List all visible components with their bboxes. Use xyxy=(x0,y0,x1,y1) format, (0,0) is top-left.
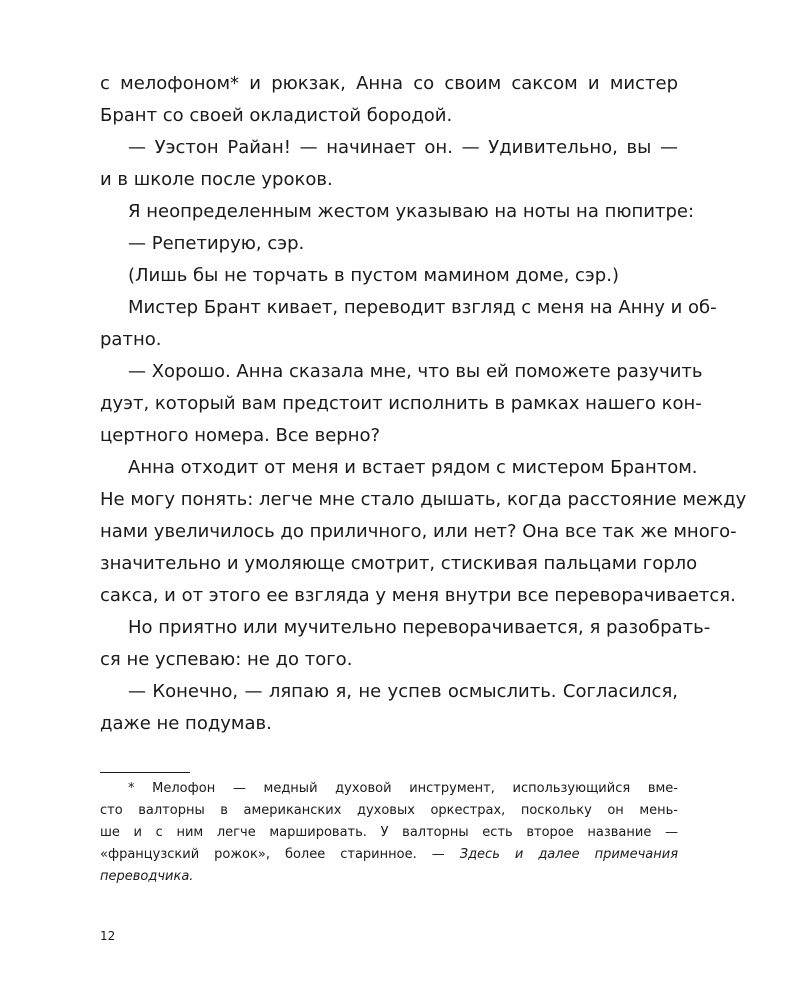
footnote-line: ше и с ним легче маршировать. У валторны есть второе название — xyxy=(100,825,678,840)
text-line: Но приятно или мучительно переворачивается, я разобрать- xyxy=(128,617,711,638)
text-line: даже не подумав. xyxy=(100,713,272,734)
text-line: ся не успеваю: не до того. xyxy=(100,649,353,670)
footnote-translator-note-end: переводчика. xyxy=(100,869,194,884)
text-line: сакса, и от этого ее взгляда у меня внутри все переворачивается. xyxy=(100,585,736,606)
text-line: — Уэстон Райан! — начинает он. — Удивительно, вы — xyxy=(128,137,678,158)
page-number: 12 xyxy=(100,929,116,943)
footnote-divider xyxy=(100,772,190,773)
text-line: Не могу понять: легче мне стало дышать, когда расстояние между xyxy=(100,489,747,510)
footnote-line xyxy=(100,866,678,888)
text-line: Я неопределенным жестом указываю на ноты на пюпитре: xyxy=(128,201,695,222)
footnote-line: * Мелофон — медный духовой инструмент, использующийся вме- xyxy=(128,781,678,796)
footnote-line: сто валторны в американских духовых оркестрах, поскольку он мень- xyxy=(100,803,678,818)
text-line: значительно и умоляюще смотрит, стискивая пальцами горло xyxy=(100,553,698,574)
footnote-translator-note: Здесь и далее примечания xyxy=(459,847,679,862)
text-line: Мистер Брант кивает, переводит взгляд с меня на Анну и об- xyxy=(128,297,717,318)
text-line: Брант со своей окладистой бородой. xyxy=(100,105,453,126)
text-line: цертного номера. Все верно? xyxy=(100,425,381,446)
text-line: и в школе после уроков. xyxy=(100,169,333,190)
text-line: — Репетирую, сэр. xyxy=(128,233,305,254)
text-line: нами увеличилось до приличного, или нет? Она все так же много- xyxy=(100,521,737,542)
text-line: (Лишь бы не торчать в пустом мамином доме, сэр.) xyxy=(128,265,619,286)
text-line: — Хорошо. Анна сказала мне, что вы ей поможете разучить xyxy=(128,361,703,382)
text-line: Анна отходит от меня и встает рядом с мистером Брантом. xyxy=(128,457,698,478)
text-line: ратно. xyxy=(100,329,162,350)
footnote-text: «французский рожок», более старинное. — xyxy=(100,847,460,862)
footnote-line xyxy=(100,844,678,866)
text-line: — Конечно, — ляпаю я, не успев осмыслить. Согласился, xyxy=(128,681,678,702)
text-line: с мелофоном* и рюкзак, Анна со своим саксом и мистер xyxy=(100,73,678,94)
text-line: дуэт, который вам предстоит исполнить в рамках нашего кон- xyxy=(100,393,702,414)
